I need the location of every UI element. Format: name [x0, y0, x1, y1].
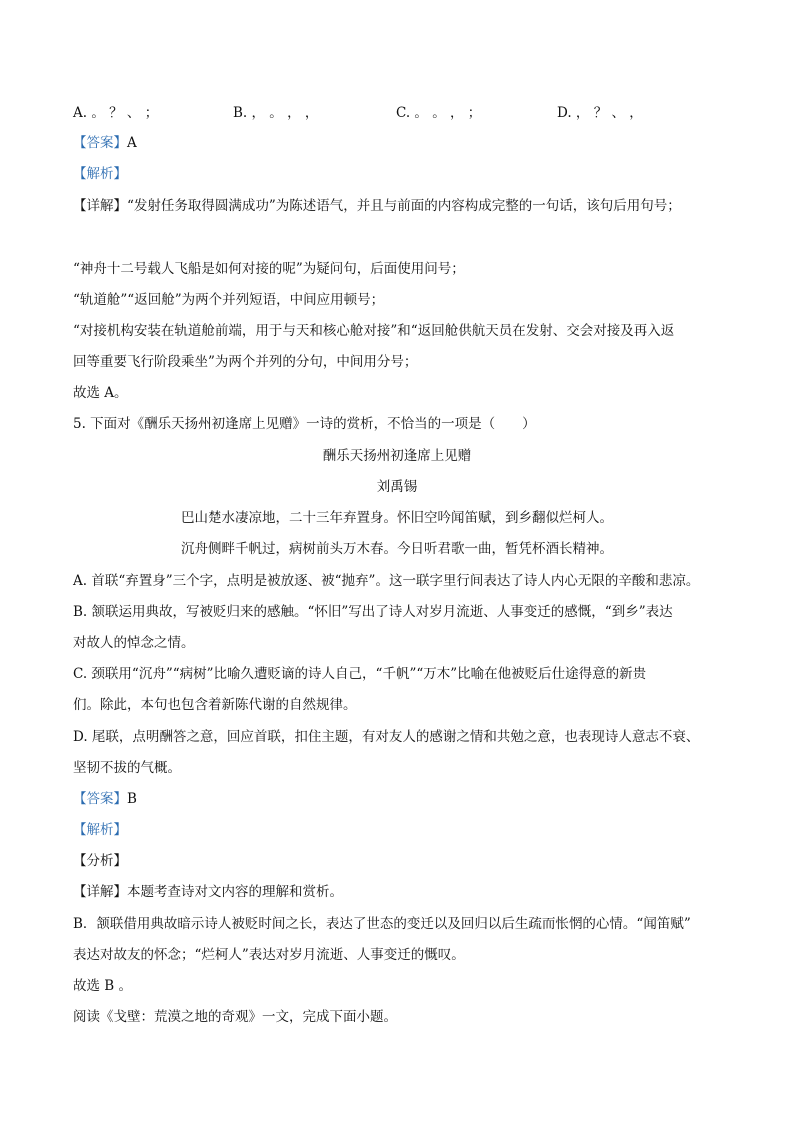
detail-label: 【详解】: [73, 884, 127, 900]
q4-explain-line: 回等重要飞行阶段乘坐”为两个并列的分句，中间用分号；: [73, 354, 418, 370]
q4-option-c: C. 。 。 ， ；: [396, 105, 482, 121]
q4-analysis-label: 【解析】: [73, 166, 127, 182]
q4-answer: [73, 133, 137, 153]
q5-analysis-label: 【解析】: [73, 822, 127, 838]
q5-stem: 5. 下面对《酬乐天扬州初逢席上见赠》一诗的赏析，不恰当的一项是（ ）: [73, 416, 536, 432]
detail-label: 【详解】: [73, 198, 127, 214]
q5-option-b: B. 颔联运用典故，写被贬归来的感触。“怀旧”写出了诗人对岁月流逝、人事变迁的感慨，“到乡”表达: [73, 604, 673, 620]
q5-fenxi-label: 【分析】: [73, 853, 127, 869]
q4-explain-line: “对接机构安装在轨道舱前端，用于与天和核心舱对接”和“返回舱供航天员在发射、交会对接及再入返: [73, 323, 675, 339]
q4-option-d: D. ， ？ 、 ，: [557, 105, 643, 121]
q4-option-b: B. ， 。 ， ，: [233, 105, 319, 121]
q5-conclusion: 故选 B 。: [73, 978, 133, 994]
q4-explain-line: “神舟十二号载人飞船是如何对接的呢”为疑问句，后面使用问号；: [73, 261, 465, 277]
q4-conclusion: 故选 A。: [73, 385, 128, 401]
poem-line: 沉舟侧畔千帆过，病树前头万木春。今日听君歌一曲，暂凭杯酒长精神。: [181, 541, 613, 557]
q4-options-row: [73, 103, 733, 123]
q5-option-d-cont: 坚韧不拔的气概。: [73, 760, 181, 776]
q5-option-c: C. 颈联用“沉舟”“病树”比喻久遭贬谪的诗人自己，“千帆”“万木”比喻在他被贬后仕途得意的新贵: [73, 666, 647, 682]
q4-option-a: A. 。 ？ 、 ；: [73, 105, 159, 121]
detail-text: “发射任务取得圆满成功”为陈述语气，并且与前面的内容构成完整的一句话，该句后用句号；: [127, 198, 681, 214]
q5-explain-line: B．颔联借用典故暗示诗人被贬时间之长，表达了世态的变迁以及回归以后生疏而怅惘的心情。“闻笛赋”: [73, 916, 691, 932]
q5-option-a: A. 首联“弃置身”三个字，点明是被放逐、被“抛弃”。这一联字里行间表达了诗人内心无限的辛酸和悲凉。: [73, 573, 700, 589]
q4-explain-line: “轨道舱”“返回舱”为两个并列短语，中间应用顿号；: [73, 292, 385, 308]
q5-option-b-cont: 对故人的悼念之情。: [73, 635, 195, 651]
answer-label: 【答案】: [73, 791, 127, 807]
answer-value: B: [127, 791, 137, 807]
poem-author: 刘禹锡: [376, 479, 418, 495]
q5-option-d: D. 尾联，点明酬答之意，回应首联，扣住主题，有对友人的感谢之情和共勉之意，也表现诗人意志不衰、: [73, 729, 700, 745]
q5-explain-line: 表达对故友的怀念；“烂柯人”表达对岁月流逝、人事变迁的慨叹。: [73, 947, 465, 963]
next-section-instruction: 阅读《戈壁：荒漠之地的奇观》一文，完成下面小题。: [73, 1009, 397, 1025]
answer-value: A: [127, 135, 137, 151]
q5-answer: [73, 789, 137, 809]
detail-text: 本题考查诗对文内容的理解和赏析。: [127, 884, 343, 900]
poem-title: 酬乐天扬州初逢席上见赠: [322, 448, 472, 464]
q5-option-c-cont: 们。除此，本句也包含着新陈代谢的自然规律。: [73, 697, 357, 713]
poem-line: 巴山楚水凄凉地，二十三年弃置身。怀旧空吟闻笛赋，到乡翻似烂柯人。: [181, 510, 613, 526]
q4-detail: [73, 196, 681, 216]
answer-label: 【答案】: [73, 135, 127, 151]
q5-detail: [73, 882, 343, 902]
